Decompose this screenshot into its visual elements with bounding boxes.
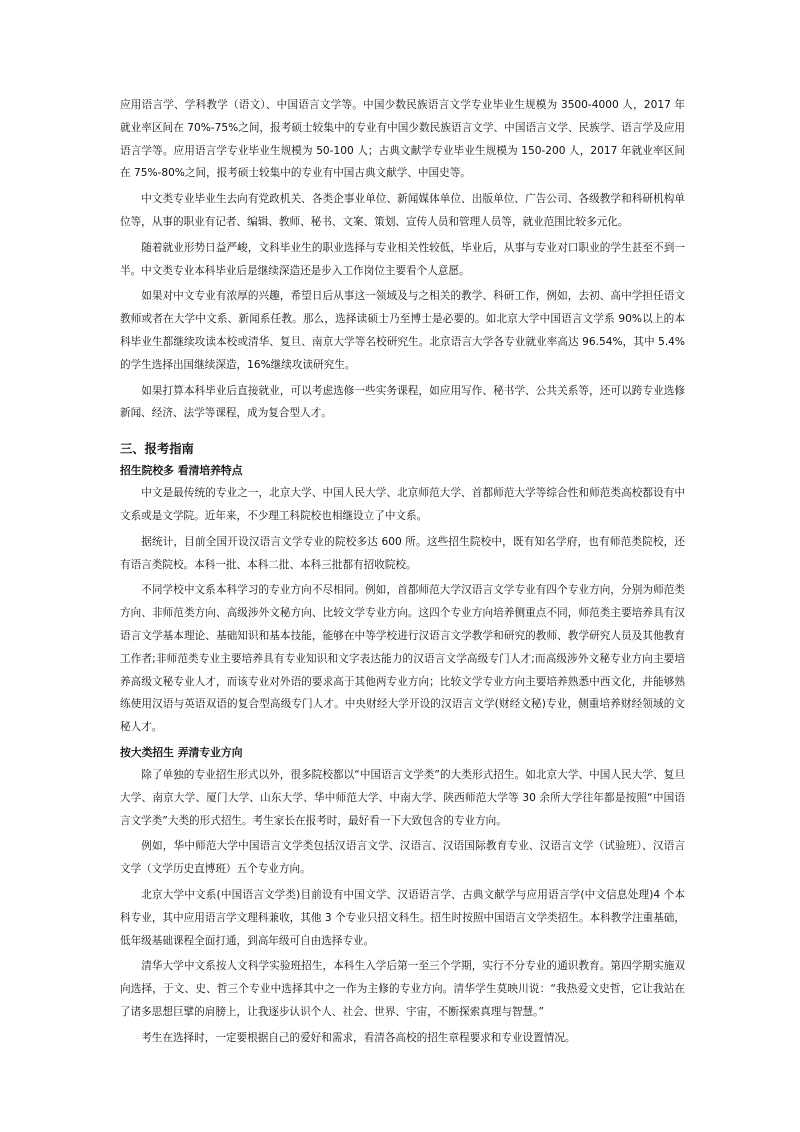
subsection-heading-categories: 按大类招生 弄清专业方向 — [120, 745, 243, 759]
subsection-heading-schools: 招生院校多 看清培养特点 — [120, 464, 243, 478]
body-paragraph: 例如，华中师范大学中国语言文学类包括汉语言文学、汉语言、汉语国际教育专业、汉语言文学（试验班）、汉语言文学（文学历史直博班）五个专业方向。 — [120, 840, 685, 876]
body-paragraph: 如果打算本科毕业后直接就业，可以考虑选修一些实务课程，如应用写作、秘书学、公共关系等，还可以跨专业选修新闻、经济、法学等课程，成为复合型人才。 — [120, 384, 685, 420]
document-page — [120, 94, 685, 1052]
body-paragraph: 除了单独的专业招生形式以外，很多院校都以“中国语言文学类”的大类形式招生。如北京大学、中国人民大学、复旦大学、南京大学、厦门大学、山东大学、华中师范大学、中南大学、陕西师范大学等 30 余所大学往年都是按照“中国语言文学类”大类的形式招生。考生家长在报考时，最好看一下大致包含的专业方向。 — [120, 768, 685, 827]
body-paragraph: 随着就业形势日益严峻，文科毕业生的职业选择与专业相关性较低，毕业后，从事与专业对口职业的学生甚至不到一半。中文类专业本科毕业后是继续深造还是步入工作岗位主要看个人意愿。 — [120, 241, 685, 277]
body-paragraph: 考生在选择时，一定要根据自己的爱好和需求，看清各高校的招生章程要求和专业设置情况。 — [141, 1031, 576, 1044]
body-paragraph: 中文是最传统的专业之一，北京大学、中国人民大学、北京师范大学、首都师范大学等综合性和师范类高校都设有中文系或是文学院。近年来，不少理工科院校也相继设立了中文系。 — [120, 487, 685, 522]
body-paragraph-continued: 应用语言学、学科教学（语文）、中国语言文学等。中国少数民族语言文学专业毕业生规模为 3500-4000 人，2017 年就业率区间在 70%-75%之间，报考硕士较集中的专业有中国少数民族语言文学、中国语言文学、民族学、语言学及应用语言学等。应用语言学专业毕业生规模为 50-100 人；古典文献学专业毕业生规模为 150-200 人，2017 年就业率区间在 75%-80%之间，报考硕士较集中的专业有中国古典文献学、中国史等。 — [120, 99, 685, 180]
body-paragraph: 如果对中文专业有浓厚的兴趣，希望日后从事这一领域及与之相关的教学、科研工作，例如，去初、高中学担任语文教师或者在大学中文系、新闻系任教。那么，选择读硕士乃至博士是必要的。如北京大学中国语言文学系 90%以上的本科毕业生都继续攻读本校或清华、复旦、南京大学等名校研究生。北京语言大学各专业就业率高达 96.54%，其中 5.4%的学生选择出国继续深造，16%继续攻读研究生。 — [120, 290, 685, 371]
body-paragraph: 不同学校中文系本科学习的专业方向不尽相同。例如，首都师范大学汉语言文学专业有四个专业方向，分别为师范类方向、非师范类方向、高级涉外文秘方向、比较文学专业方向。这四个专业方向培养侧重点不同，师范类主要培养具有汉语言文学基本理论、基础知识和基本技能，能够在中等学校进行汉语言文学教学和研究的教师、教学研究人员及其他教育工作者;非师范类专业主要培养具有专业知识和文字表达能力的汉语言文学高级专门人才;而高级涉外文秘专业方向主要培养高级文秘专业人才，而该专业对外语的要求高于其他两专业方向；比较文学专业方向主要培养熟悉中西文化，并能够熟练使用汉语与英语双语的复合型高级专门人才。中央财经大学开设的汉语言文学(财经文秘)专业，侧重培养财经领域的文秘人才。 — [120, 584, 685, 734]
body-paragraph: 北京大学中文系(中国语言文学类)目前设有中国文学、汉语语言学、古典文献学与应用语言学(中文信息处理)4 个本科专业，其中应用语言学文理科兼收，其他 3 个专业只招文科生。招生时按照中国语言文学类招生。本科教学注重基础，低年级基础课程全面打通，到高年级可自由选择专业。 — [120, 888, 685, 947]
body-paragraph: 据统计，目前全国开设汉语言文学专业的院校多达 600 所。这些招生院校中，既有知名学府，也有师范类院校，还有语言类院校。本科一批、本科二批、本科三批都有招收院校。 — [120, 535, 685, 571]
body-paragraph: 中文类专业毕业生去向有党政机关、各类企事业单位、新闻媒体单位、出版单位、广告公司、各级教学和科研机构单位等，从事的职业有记者、编辑、教师、秘书、文案、策划、宣传人员和管理人员等，就业范围比较多元化。 — [120, 193, 685, 228]
section-heading: 三、报考指南 — [120, 442, 194, 457]
body-paragraph: 清华大学中文系按人文科学实验班招生，本科生入学后第一至三个学期，实行不分专业的通识教育。第四学期实施双向选择，于文、史、哲三个专业中选择其中之一作为主修的专业方向。清华学生莫映川说：“我热爱文史哲，它让我站在了诸多思想巨擘的肩膀上，让我逐步认识个人、社会、世界、宇宙，不断探索真理与智慧。” — [120, 960, 685, 1018]
